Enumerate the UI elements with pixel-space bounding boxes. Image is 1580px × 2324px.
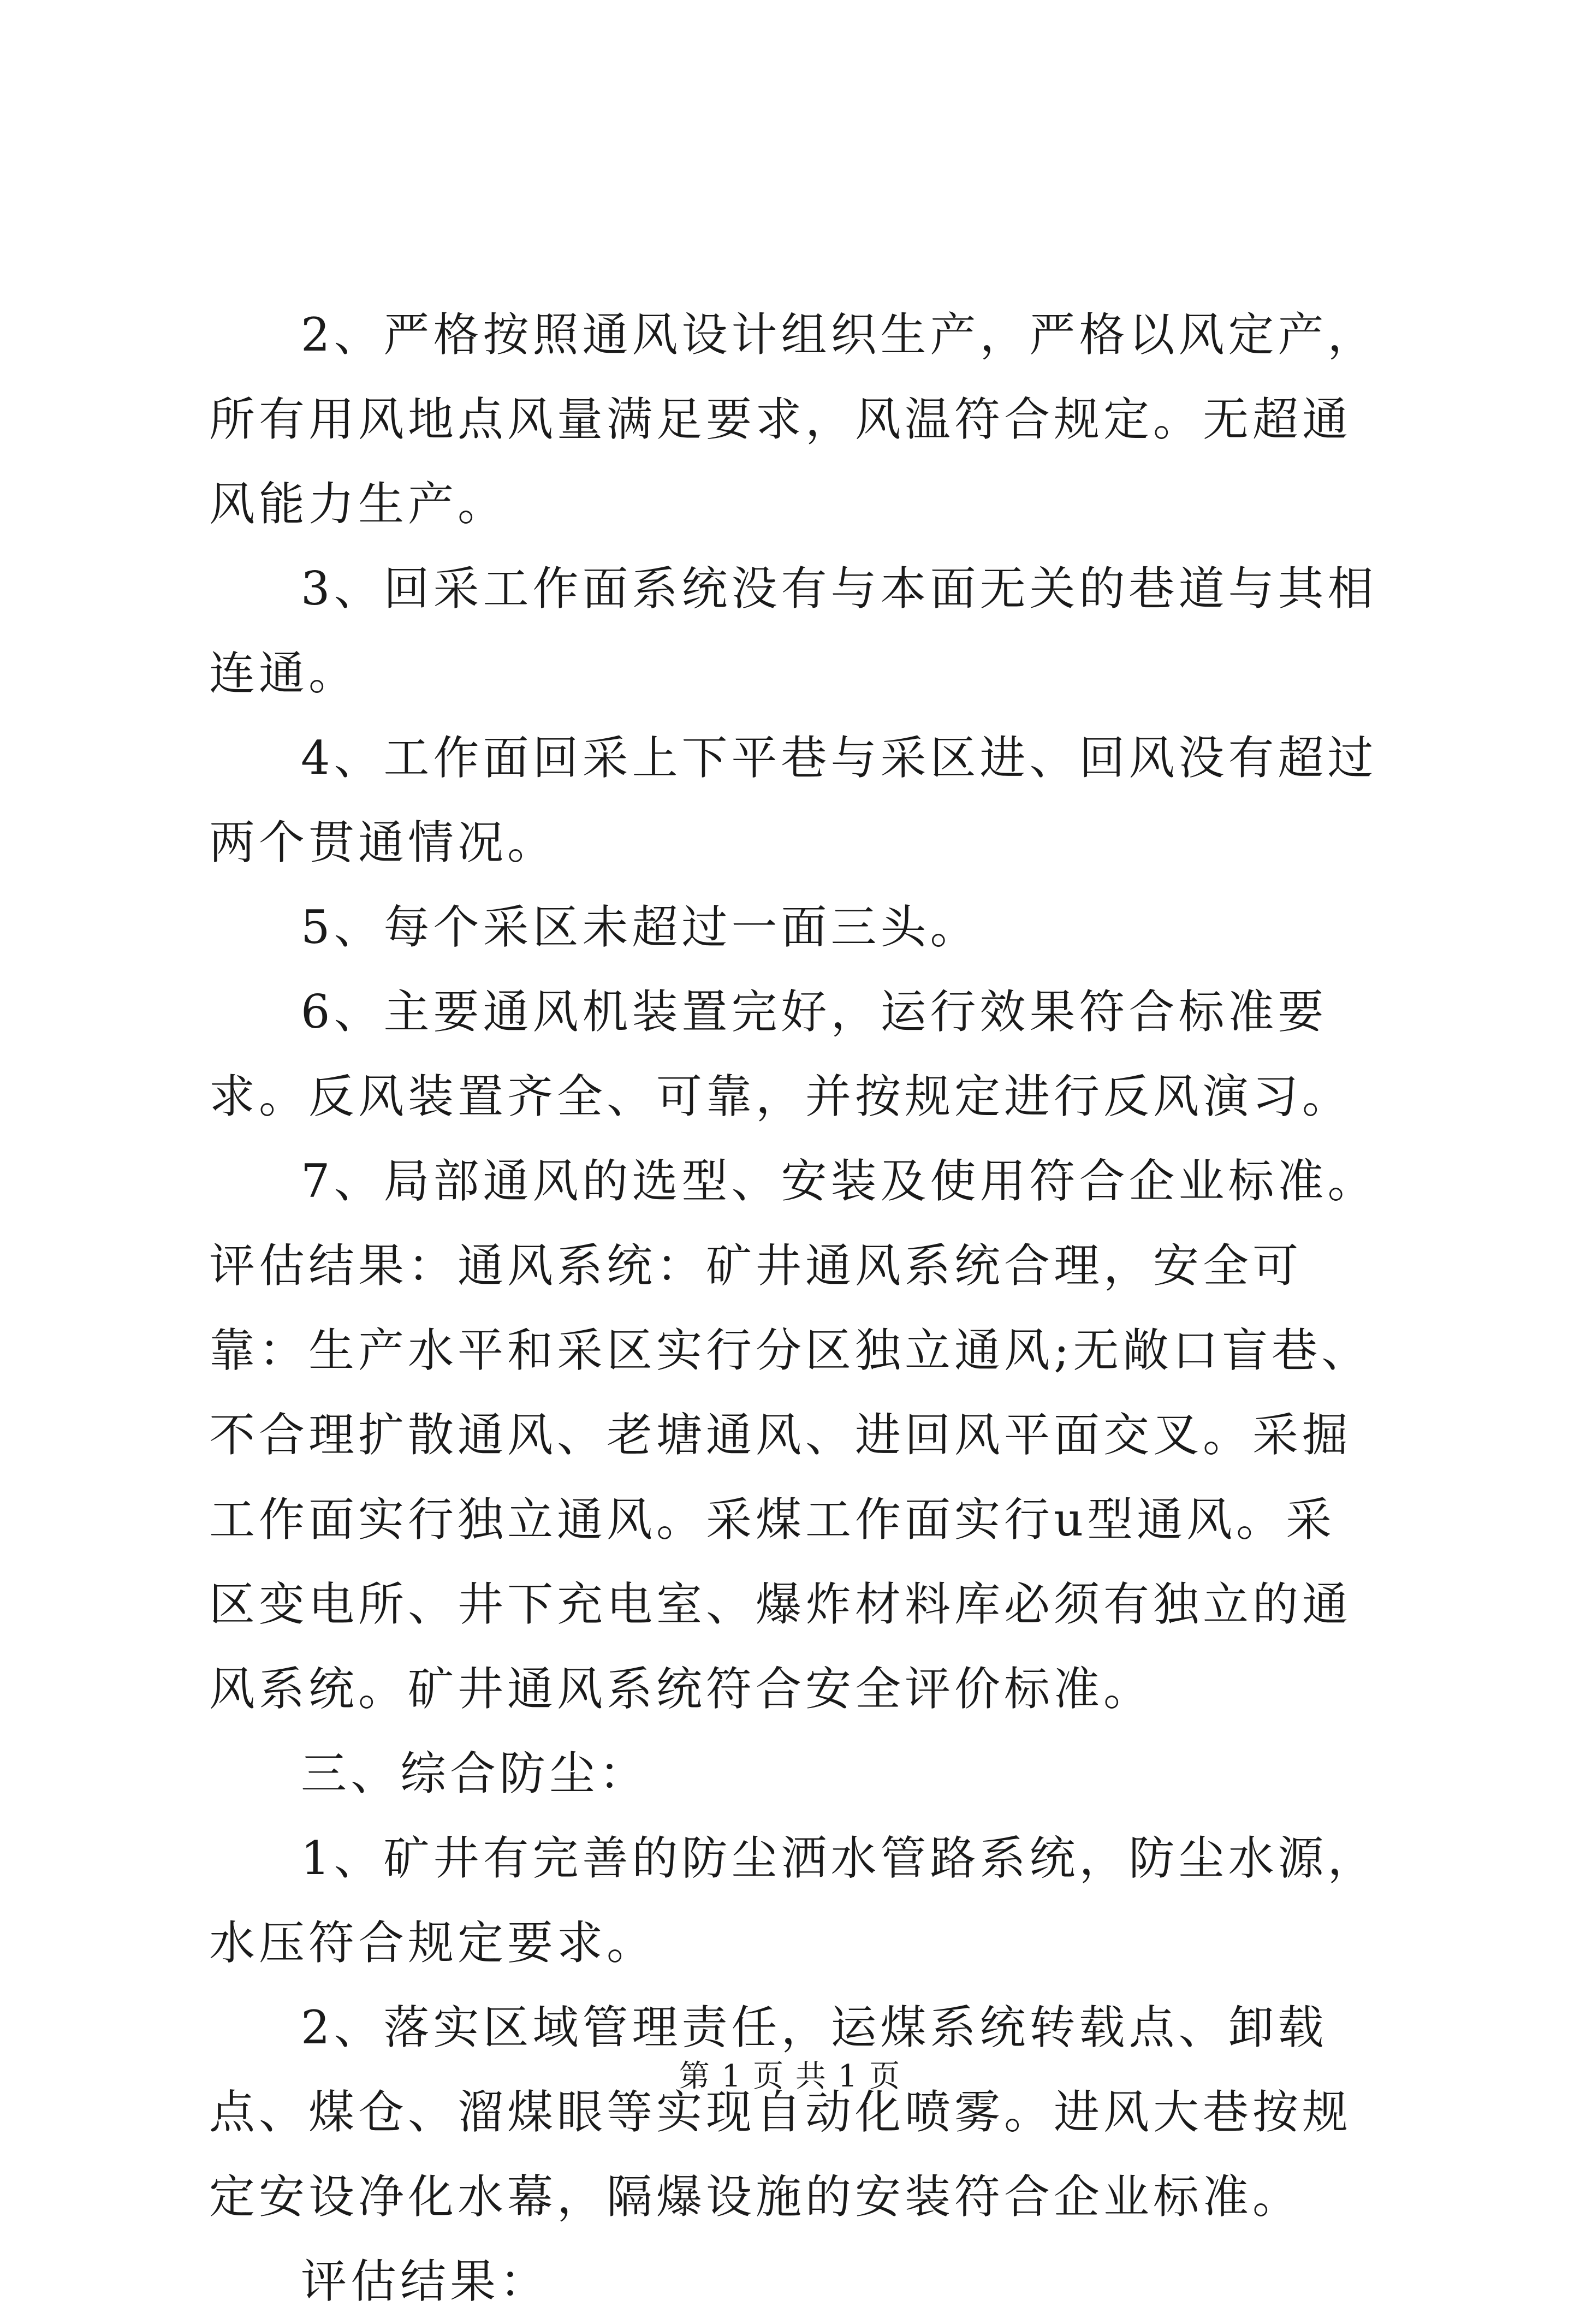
- paragraph-working-face-roadway: 3、回采工作面系统没有与本面无关的巷道与其相连通。: [209, 562, 1377, 700]
- document-body: [209, 293, 1377, 2324]
- page-footer: 第 1 页 共 1 页: [679, 2059, 901, 2094]
- paragraph-mining-area-limit: 5、每个采区未超过一面三头。: [301, 900, 980, 954]
- paragraph-area-management: 2、落实区域管理责任，运煤系统转载点、卸载点、煤仓、溜煤眼等实现自动化喷雾。进风大巷按规定安设净化水幕，隔爆设施的安装符合企业标准。: [209, 2001, 1352, 2224]
- section-heading-dust-control: 三、综合防尘：: [301, 1747, 649, 1800]
- paragraph-ventilation-design: 2、严格按照通风设计组织生产，严格以风定产，所有用风地点风量满足要求，风温符合规定。无超通风能力生产。: [209, 308, 1377, 531]
- paragraph-evaluation-result: 评估结果：: [301, 2255, 550, 2308]
- paragraph-main-fan: 6、主要通风机装置完好，运行效果符合标准要求。反风装置齐全、可靠，并按规定进行反风演习。: [209, 985, 1352, 1123]
- paragraph-dust-pipeline: 1、矿井有完善的防尘洒水管路系统，防尘水源，水压符合规定要求。: [209, 1831, 1377, 1970]
- paragraph-local-ventilation: 7、局部通风的选型、安装及使用符合企业标准。评估结果：通风系统：矿井通风系统合理，安全可靠：生产水平和采区实行分区独立通风;无敞口盲巷、不合理扩散通风、老塘通风、进回风平面交叉。采掘工作面实行独立通风。采煤工作面实行u型通风。采区变电所、井下充电室、爆炸材料库必须有独立的通风系统。矿井通风系统符合安全评价标准。: [209, 1154, 1377, 1716]
- paragraph-roadway-connections: 4、工作面回采上下平巷与采区进、回风没有超过两个贯通情况。: [209, 731, 1377, 869]
